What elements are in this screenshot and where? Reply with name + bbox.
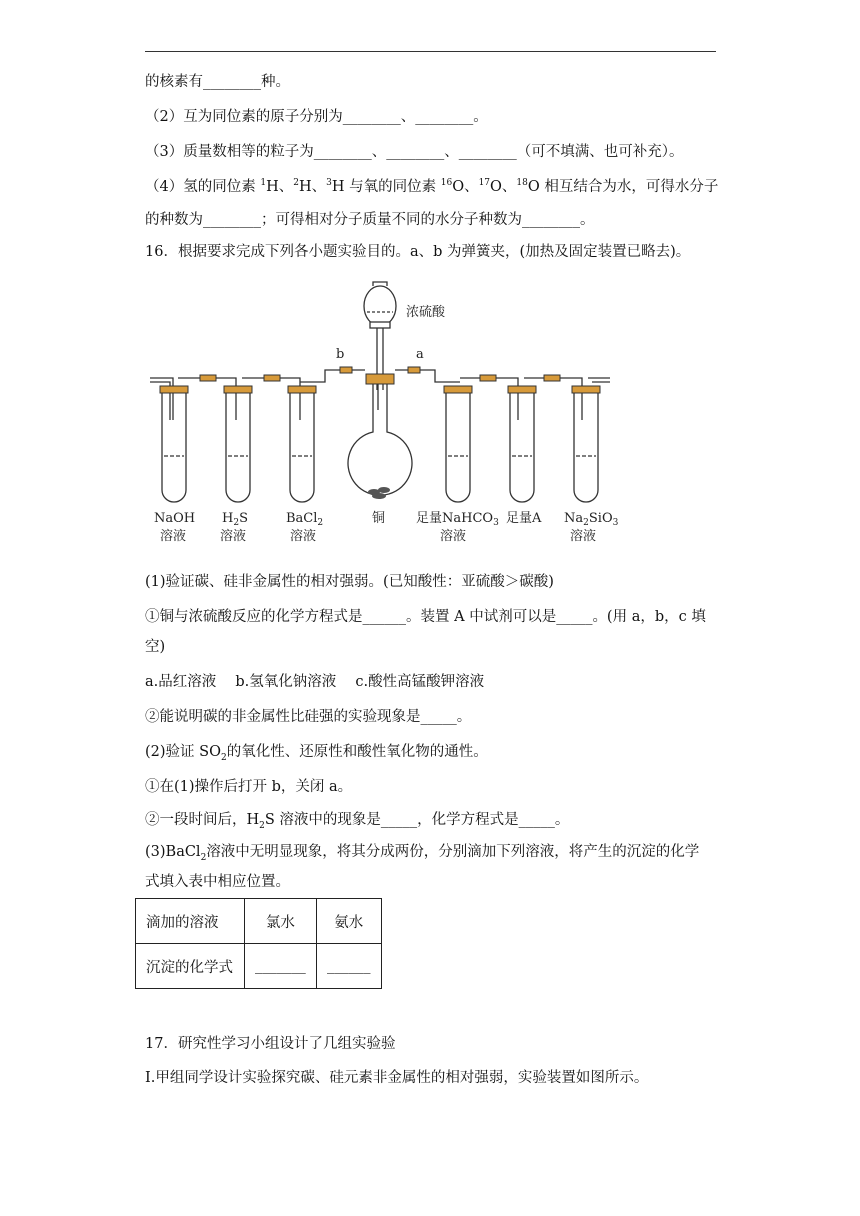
text-line: （4）氢的同位素 $^1$H、$^2$H、$^3$H 与氧的同位素 $^{16}$O、$^{17}$O、$^{18}$O 相互结合为水，可得水分子 bbox=[145, 178, 719, 195]
text-line: 空) bbox=[145, 639, 166, 655]
question-17: 17．研究性学习小组设计了几组实验验 bbox=[145, 1036, 396, 1052]
tube-label: $Na_2SiO_3$ bbox=[564, 511, 619, 528]
text-line: (3)BaCl$_2$溶液中无明显现象，将其分成两份，分别滴加下列溶液，将产生的沉淀的化学 bbox=[145, 844, 700, 863]
table-cell: ______ bbox=[316, 944, 381, 989]
text-line: ②能说明碳的非金属性比硅强的实验现象是_____。 bbox=[145, 709, 472, 725]
tube-label: 溶液 bbox=[570, 529, 597, 544]
tube-label: 溶液 bbox=[220, 529, 247, 544]
table-cell: 沉淀的化学式 bbox=[136, 944, 245, 989]
text-line: (1)验证碳、硅非金属性的相对强弱。(已知酸性：亚硫酸＞碳酸) bbox=[145, 574, 554, 590]
table-row bbox=[136, 899, 382, 944]
text-line: ②一段时间后，$H_2S$ 溶液中的现象是_____，化学方程式是_____。 bbox=[145, 812, 570, 831]
acid-label: 浓硫酸 bbox=[406, 305, 446, 320]
text-line: ①铜与浓硫酸反应的化学方程式是______。装置 A 中试剂可以是_____。(用 a，b，c 填 bbox=[145, 609, 706, 625]
text-line: a.品红溶液 b.氢氧化钠溶液 c.酸性高锰酸钾溶液 bbox=[145, 674, 485, 690]
question-16: 16．根据要求完成下列各小题实验目的。a、b 为弹簧夹，(加热及固定装置已略去)。 bbox=[145, 244, 691, 260]
flask-label: 铜 bbox=[372, 511, 386, 526]
text-line: 式填入表中相应位置。 bbox=[145, 874, 290, 890]
clamp-a-label: a bbox=[416, 347, 424, 362]
text-line: （2）互为同位素的原子分别为________、________。 bbox=[145, 109, 488, 125]
tube-label: 足量A bbox=[506, 511, 542, 526]
tube-label: NaOH bbox=[154, 511, 196, 526]
text-line: （3）质量数相等的粒子为________、________、________（可不填满、也可补充）。 bbox=[145, 144, 684, 160]
table-cell: _______ bbox=[245, 944, 317, 989]
header-rule bbox=[145, 51, 716, 52]
table-cell: 氯水 bbox=[245, 899, 317, 944]
apparatus-diagram bbox=[140, 270, 630, 550]
precipitate-table bbox=[135, 898, 382, 989]
text-line: 的种数为________；可得相对分子质量不同的水分子种数为________。 bbox=[145, 212, 595, 228]
clamp-b-label: b bbox=[336, 347, 345, 362]
text-line: (2)验证 $SO_2$的氧化性、还原性和酸性氧化物的通性。 bbox=[145, 744, 488, 763]
table-cell: 滴加的溶液 bbox=[136, 899, 245, 944]
text-line: ①在(1)操作后打开 b，关闭 a。 bbox=[145, 779, 353, 795]
tube-label: 溶液 bbox=[440, 529, 467, 544]
text-line: I.甲组同学设计实验探究碳、硅元素非金属性的相对强弱，实验装置如图所示。 bbox=[145, 1070, 649, 1086]
table-row bbox=[136, 944, 382, 989]
tube-label: 足量NaHCO$_3$ bbox=[416, 511, 499, 528]
tube-label: BaCl$_2$ bbox=[286, 511, 324, 528]
tube-label: $H_2S$ bbox=[222, 511, 248, 528]
text-line: 的核素有________种。 bbox=[145, 74, 290, 90]
tube-label: 溶液 bbox=[290, 529, 317, 544]
table-cell: 氨水 bbox=[316, 899, 381, 944]
tube-label: 溶液 bbox=[160, 529, 187, 544]
